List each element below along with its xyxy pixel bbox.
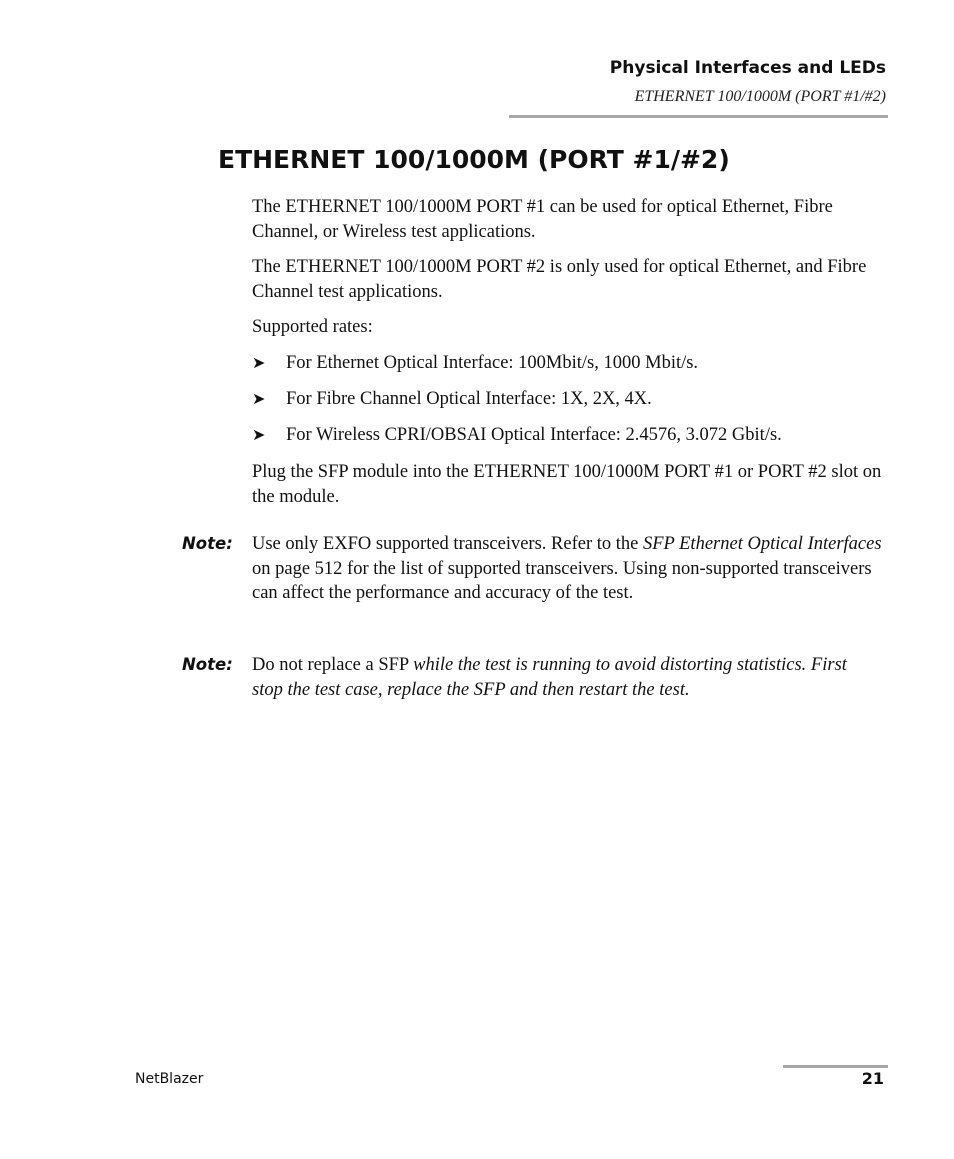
list-item-text: For Wireless CPRI/OBSAI Optical Interface: 2.4576, 3.072 Gbit/s. [286,425,782,445]
list-item [252,351,888,376]
arrow-bullet-icon: ➤ [252,425,266,444]
arrow-bullet-icon: ➤ [252,353,266,372]
note-transceivers [252,532,882,606]
running-header-chapter: Physical Interfaces and LEDs [609,58,886,78]
paragraph-plug-sfp: Plug the SFP module into the ETHERNET 100/1000M PORT #1 or PORT #2 slot on the module. [252,462,882,507]
page-number: 21 [861,1069,884,1088]
note-text-italic: while the test is running to avoid distorting statistics. First stop the test case, replace the SFP and then restart the test. [252,655,847,700]
list-item-text: For Fibre Channel Optical Interface: 1X, 2X, 4X. [286,389,652,409]
paragraph-port1: The ETHERNET 100/1000M PORT #1 can be used for optical Ethernet, Fibre Channel, or Wireless test applications. [252,197,833,242]
note-text: Do not replace a SFP [252,655,414,675]
list-item-text: For Ethernet Optical Interface: 100Mbit/s, 1000 Mbit/s. [286,353,699,373]
note-label: Note: [182,534,233,553]
running-header-section: ETHERNET 100/1000M (PORT #1/#2) [634,88,886,105]
note-text: on page 512 for the list of supported transceivers. Using non-supported transceivers can affect the performance and accuracy of the test. [252,558,872,603]
note-label: Note: [182,655,233,674]
note-text: Use only EXFO supported transceivers. Refer to the [252,534,643,554]
cross-reference-link[interactable]: SFP Ethernet Optical Interfaces [642,534,882,554]
header-divider [509,115,888,118]
footer-product-name: NetBlazer [135,1071,204,1087]
arrow-bullet-icon: ➤ [252,389,266,408]
list-item [252,423,888,448]
footer-divider [783,1065,888,1068]
page-title: ETHERNET 100/1000M (PORT #1/#2) [218,145,730,174]
list-item [252,387,888,412]
paragraph-port2: The ETHERNET 100/1000M PORT #2 is only used for optical Ethernet, and Fibre Channel test applications. [252,257,867,302]
note-replace-sfp [252,653,882,702]
paragraph-supported-rates: Supported rates: [252,317,373,337]
